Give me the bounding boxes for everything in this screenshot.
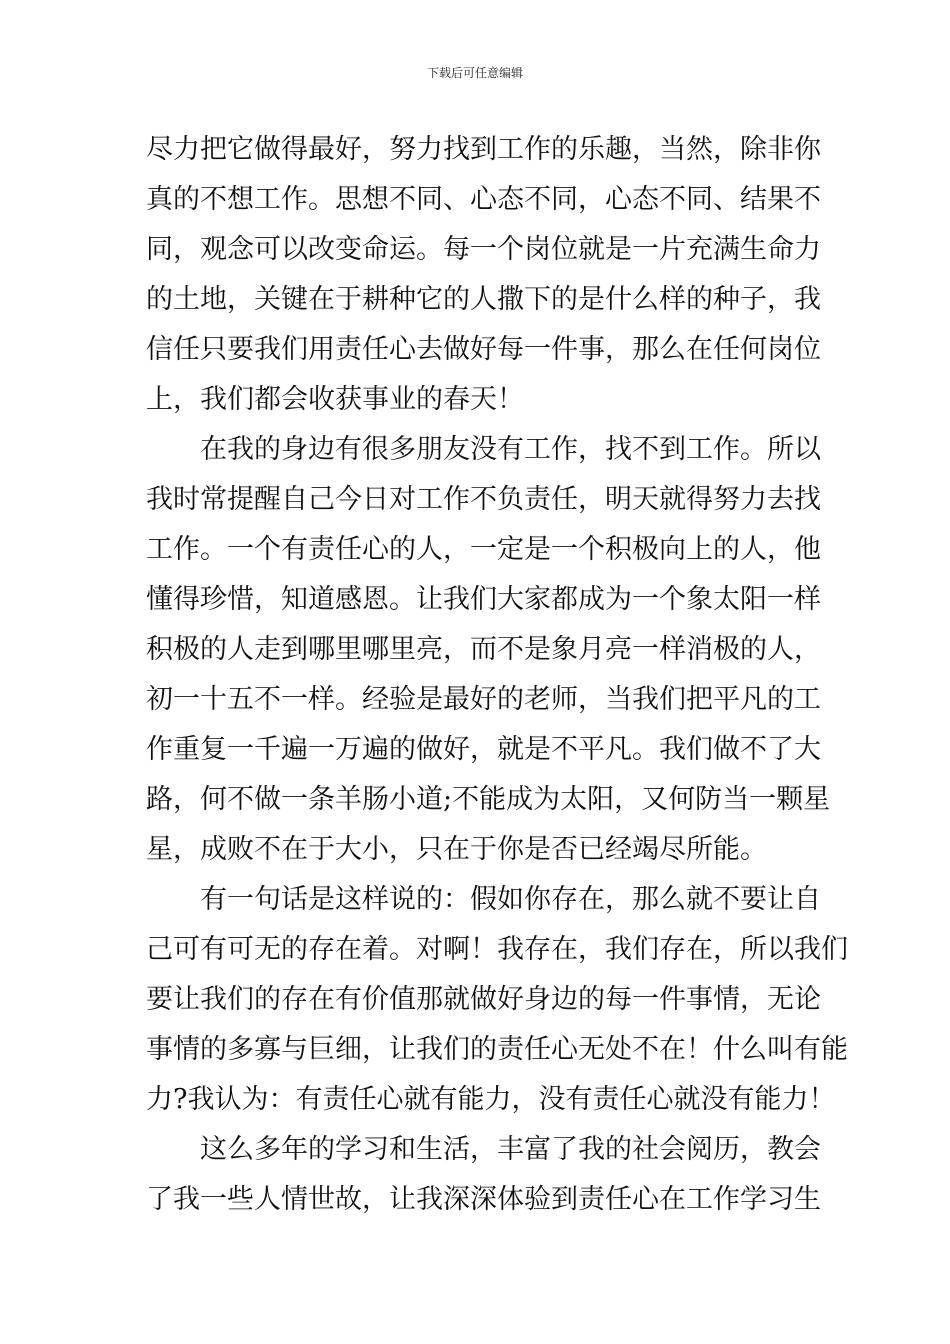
text-line: 的土地，关键在于耕种它的人撒下的是什么样的种子，我 (146, 284, 821, 315)
text-line: 有一句话是这样说的：假如你存在，那么就不要让自 (200, 884, 821, 915)
text-line: 真的不想工作。思想不同、心态不同，心态不同、结果不 (146, 184, 821, 215)
text-line: 事情的多寡与巨细，让我们的责任心无处不在！什么叫有能 (146, 1034, 848, 1065)
text-line: 上，我们都会收获事业的春天！ (146, 384, 524, 415)
text-line: 要让我们的存在有价值那就做好身边的每一件事情，无论 (146, 984, 821, 1015)
text-line: 我时常提醒自己今日对工作不负责任，明天就得努力去找 (146, 484, 821, 515)
text-line: 懂得珍惜，知道感恩。让我们大家都成为一个象太阳一样 (146, 584, 821, 615)
body-text (146, 125, 848, 1225)
text-line: 初一十五不一样。经验是最好的老师，当我们把平凡的工 (146, 684, 821, 715)
text-line: 这么多年的学习和生活，丰富了我的社会阅历，教会 (200, 1134, 821, 1165)
text-line: 星，成败不在于大小，只在于你是否已经竭尽所能。 (146, 834, 767, 865)
text-line: 尽力把它做得最好，努力找到工作的乐趣，当然，除非你 (146, 134, 821, 165)
text-line: 力?我认为：有责任心就有能力，没有责任心就没有能力！ (146, 1084, 836, 1115)
text-line: 工作。一个有责任心的人，一定是一个积极向上的人，他 (146, 534, 821, 565)
text-line: 作重复一千遍一万遍的做好，就是不平凡。我们做不了大 (146, 734, 821, 765)
text-line: 同，观念可以改变命运。每一个岗位就是一片充满生命力 (146, 234, 821, 265)
text-line: 信任只要我们用责任心去做好每一件事，那么在任何岗位 (146, 334, 821, 365)
text-line: 在我的身边有很多朋友没有工作，找不到工作。所以 (200, 434, 821, 465)
text-line: 己可有可无的存在着。对啊！我存在，我们存在，所以我们 (146, 934, 848, 965)
text-line: 积极的人走到哪里哪里亮，而不是象月亮一样消极的人， (146, 634, 821, 665)
text-line: 了我一些人情世故，让我深深体验到责任心在工作学习生 (146, 1184, 821, 1215)
page-header: 下载后可任意编辑 (426, 66, 523, 80)
text-line: 路，何不做一条羊肠小道;不能成为太阳，又何防当一颗星 (146, 784, 831, 815)
